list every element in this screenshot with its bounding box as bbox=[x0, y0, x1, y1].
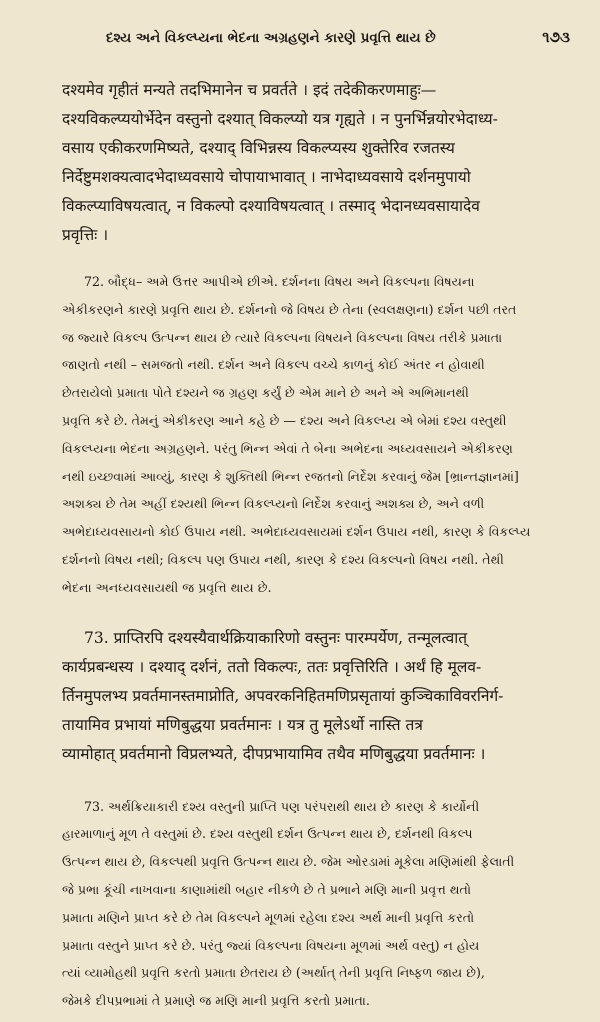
text-line: અભેદાધ્યવસાયનો કોઈ ઉપાય નથી. અભેદાધ્યવસાયમાં દર્શન ઉપાય નથી, કારણ કે વિકલ્પ્ય bbox=[62, 524, 531, 540]
text-line: પ્રમાતા મણિને પ્રાપ્ત કરે છે તેમ વિકલ્પને મૂળમાં રહેલા દશ્ય અર્થ માની પ્રવૃત્તિ કરતો bbox=[62, 909, 475, 925]
paragraph-sanskrit-73 bbox=[62, 624, 570, 769]
running-head bbox=[106, 28, 570, 50]
text-line: જેમકે દીપપ્રભામાં તે પ્રમાણે જ મણિ માની પ્રવૃત્તિ કરતો પ્રમાતા. bbox=[62, 993, 370, 1009]
text-line: પ્રવૃત્તિ કરે છે. તેમનું એકીકરણ આને કહે છે — દશ્ય અને વિકલ્પ્ય એ બેમાં દશ્ય વસ્તુથી bbox=[62, 412, 507, 428]
text-line: दश्यविकल्प्ययोर्भेदेन वस्तुनो दश्यात् विकल्प्यो यत्र गृह्यते । न पुनर्भिन्नयोरभेदाध्य- bbox=[62, 110, 498, 128]
text-line: ભેદના અનધ્યવસાયથી જ પ્રવૃત્તિ થાય છે. bbox=[62, 579, 272, 595]
text-line: 73. प्राप्तिरपि दश्यस्यैवार्थक्रियाकारिणो वस्तुनः पारम्पर्येण, तन्मूलत्वात् bbox=[84, 628, 468, 647]
running-title: દશ્ય અને વિકલ્પ્યના ભેદના અગ્રહણને કારણે પ્રવૃત્તિ થાય છે bbox=[106, 30, 436, 46]
text-line: વિકલ્પ્યના ભેદના અગ્રહણને. પરંતુ ભિન્ન એવાં તે બેના અભેદના અધ્યવસાયને એકીકરણ bbox=[62, 440, 513, 456]
page-number: ૧૭૩ bbox=[542, 28, 570, 46]
text-line: છેતરાયેલો પ્રમાતા પોતે દશ્યને જ ગ્રહણ કર્યું છે એમ માને છે અને એ અભિમાનથી bbox=[62, 385, 469, 401]
text-line: ઉત્પન્ન થાય છે, વિકલ્પથી પ્રવૃત્તિ ઉત્પન્ન થાય છે. જેમ ઓરડામાં મૂકેલા મણિમાંથી ફેલાતી bbox=[62, 854, 515, 870]
text-line: જે પ્રભા કૂંચી નાખવાના કાણામાંથી બહાર નીકળે છે તે પ્રભાને મણિ માની પ્રવૃત્ત થતો bbox=[62, 881, 471, 897]
text-line: निर्देष्टुमशक्यत्वादभेदाध्यवसाये चोपायाभावात् । नाभेदाध्यवसाये दर्शनमुपायो bbox=[62, 168, 471, 186]
text-line: અશક્ય છે તેમ અહીં દશ્યથી ભિન્ન વિકલ્પ્યનો નિર્દેશ કરવાનું અશક્ય છે, અને વળી bbox=[62, 496, 485, 512]
paragraph-gujarati-73 bbox=[62, 793, 570, 1015]
text-line: प्रवृत्तिः । bbox=[62, 226, 109, 244]
text-line: ત્યાં વ્યામોહથી પ્રવૃત્તિ કરતો પ્રમાતા છેતરાય છે (અર્થાત્ તેની પ્રવૃત્તિ નિષ્ફળ જાય છે), bbox=[62, 965, 485, 981]
text-line: દર્શનનો વિષય નથી; વિકલ્પ પણ ઉપાય નથી, કારણ કે દશ્ય વિકલ્પનો વિષય નથી. તેથી bbox=[62, 551, 504, 567]
text-line: નથી ઇચ્છવામાં આવ્યું, કારણ કે શુક્તિથી ભિન્ન રજતનો નિર્દેશ કરવાનું જેમ [ભ્રાન્તજ્ઞાનમાં] bbox=[62, 468, 519, 484]
text-line: જાણતો નથી – સમજતો નથી. દર્શન અને વિકલ્પ વચ્ચે કાળનું કોઈ અંતર ન હોવાથી bbox=[62, 357, 485, 373]
text-line: 73. અર્થક્રિયાકારી દશ્ય વસ્તુની પ્રાપ્તિ પણ પરંપરાથી થાય છે કારણ કે કાર્યોની bbox=[84, 798, 480, 814]
text-line: व्यामोहात् प्रवर्तमानो विप्रलभ्यते, दीपप्रभायामिव तथैव मणिबुद्धया प्रवर्तमानः । bbox=[62, 744, 486, 763]
text-line: र्तिनमुपलभ्य प्रवर्तमानस्तमाप्नोति, अपवरकनिहितमणिप्रसृतायां कुञ्चिकाविवरनिर्ग- bbox=[62, 686, 504, 705]
paragraph-gujarati-72 bbox=[62, 268, 570, 602]
text-line: એકીકરણને કારણે પ્રવૃત્તિ થાય છે. દર્શનનો જે વિષય છે તેના (સ્વલક્ષણના) દર્શન પછી તરત bbox=[62, 301, 517, 317]
text-line: वसाय एकीकरणमिष्यते, दश्याद् विभिन्नस्य विकल्प्यस्य शुक्तेरिव रजतस्य bbox=[62, 139, 455, 157]
text-line: જ જ્યારે વિકલ્પ ઉત્પન્ન થાય છે ત્યારે વિકલ્પના વિષયને વિકલ્પના વિષય તરીકે પ્રમાતા bbox=[62, 329, 503, 345]
text-line: दश्यमेव गृहीतं मन्यते तदभिमानेन च प्रवर्तते । इदं तदेकीकरणमाहुः— bbox=[62, 81, 437, 99]
paragraph-sanskrit-1 bbox=[62, 76, 570, 250]
text-line: 72. બૌદ્ધ– અમે ઉત્તર આપીએ છીએ. દર્શનના વિષય અને વિકલ્પના વિષયના bbox=[84, 274, 475, 289]
text-line: હારમાળાનું મૂળ તે વસ્તુમાં છે. દશ્ય વસ્તુથી દર્શન ઉત્પન્ન થાય છે, દર્શનથી વિકલ્પ bbox=[62, 826, 473, 842]
text-line: પ્રમાતા વસ્તુને પ્રાપ્ત કરે છે. પરંતુ જ્યાં વિકલ્પના વિષયના મૂળમાં અર્થ વસ્તુ) ન હોય bbox=[62, 937, 480, 953]
text-line: तायामिव प्रभायां मणिबुद्धया प्रवर्तमानः । यत्र तु मूलेऽर्थो नास्ति तत्र bbox=[62, 715, 423, 734]
text-line: कार्यप्रबन्धस्य । दश्याद् दर्शनं, ततो विकल्पः, ततः प्रवृत्तिरिति । अर्थं हि मूलव- bbox=[62, 657, 482, 676]
text-line: विकल्प्याविषयत्वात्, न विकल्पो दश्याविषयत्वात् । तस्माद् भेदानध्यवसायादेव bbox=[62, 197, 480, 215]
